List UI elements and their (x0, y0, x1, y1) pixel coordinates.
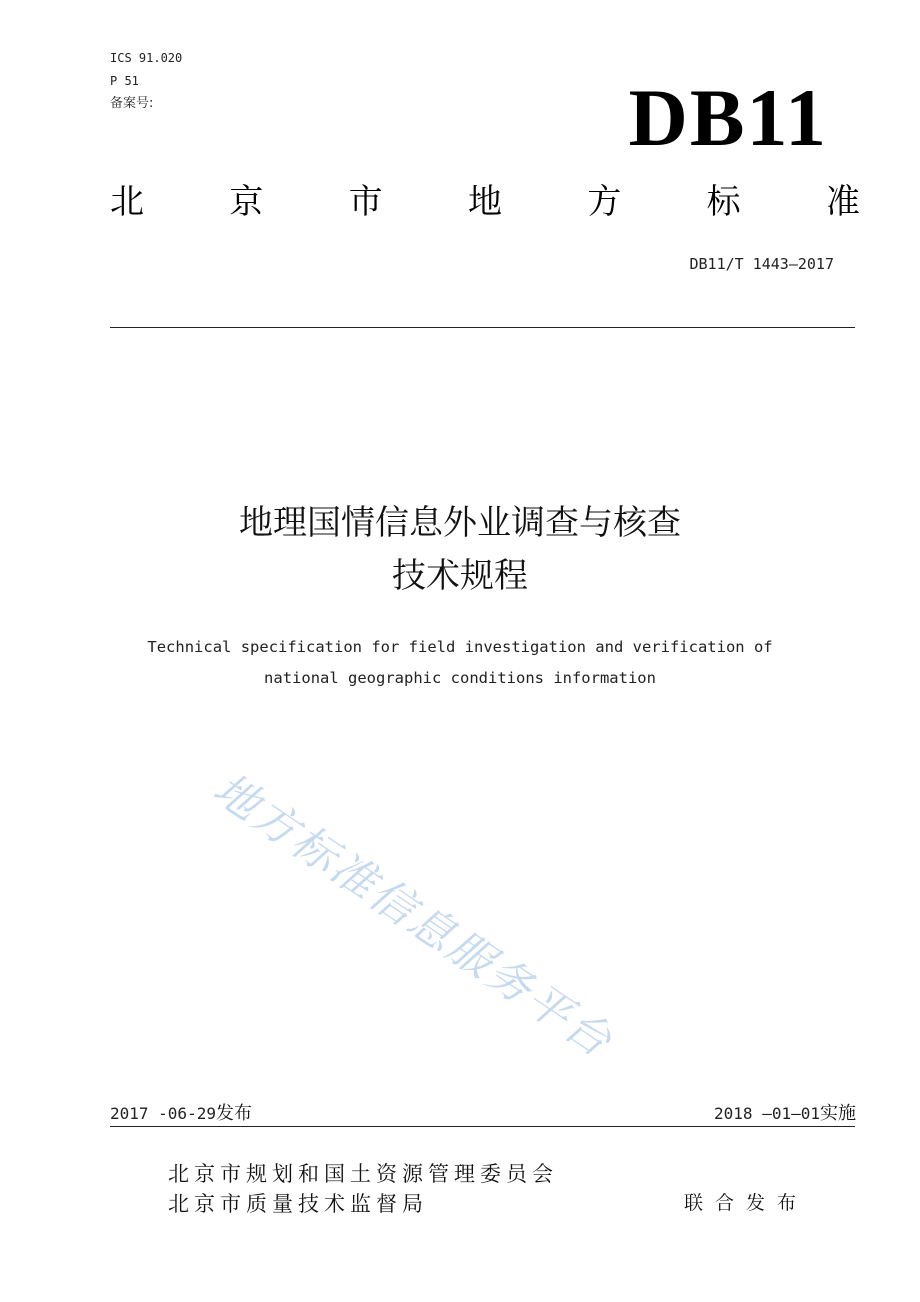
title-chinese-line2: 技术规程 (392, 556, 528, 596)
standard-kind-char: 准 (825, 182, 860, 222)
implementation-date-value: 2018 —01—01 (714, 1104, 820, 1123)
standard-kind-char: 京 (229, 182, 264, 222)
issuer-quality-bureau: 北京市质量技术监督局 (168, 1192, 428, 1216)
standard-kind-char: 市 (348, 182, 383, 222)
issuer-planning-commission: 北京市规划和国土资源管理委员会 (168, 1162, 558, 1186)
implementation-date-label: 实施 (820, 1103, 856, 1124)
title-english-line1: Technical specification for field investigation and verification of (147, 638, 773, 656)
footer-divider (110, 1126, 855, 1127)
standard-number: DB11/T 1443—2017 (689, 255, 834, 273)
standard-kind-char: 方 (587, 182, 622, 222)
implementation-date (714, 1103, 856, 1125)
title-english-line2: national geographic conditions information (264, 669, 656, 687)
classification-code: P 51 (110, 74, 139, 88)
ics-code: ICS 91.020 (110, 51, 183, 65)
watermark: 地方标准信息服务平台 (204, 763, 623, 1069)
header-divider (110, 327, 855, 328)
issue-date (110, 1103, 252, 1125)
standard-kind-char: 标 (706, 182, 741, 222)
title-chinese-line1: 地理国情信息外业调查与核查 (239, 503, 681, 543)
standard-kind-heading (110, 180, 860, 224)
standard-code-logo: DB11 (628, 72, 828, 163)
joint-issue-label: 联合发布 (684, 1192, 809, 1214)
record-number-label: 备案号: (110, 96, 154, 111)
issue-date-value: 2017 -06-29 (110, 1104, 216, 1123)
standard-kind-char: 北 (110, 182, 144, 222)
standard-kind-char: 地 (467, 182, 502, 222)
issue-date-label: 发布 (215, 1103, 252, 1124)
